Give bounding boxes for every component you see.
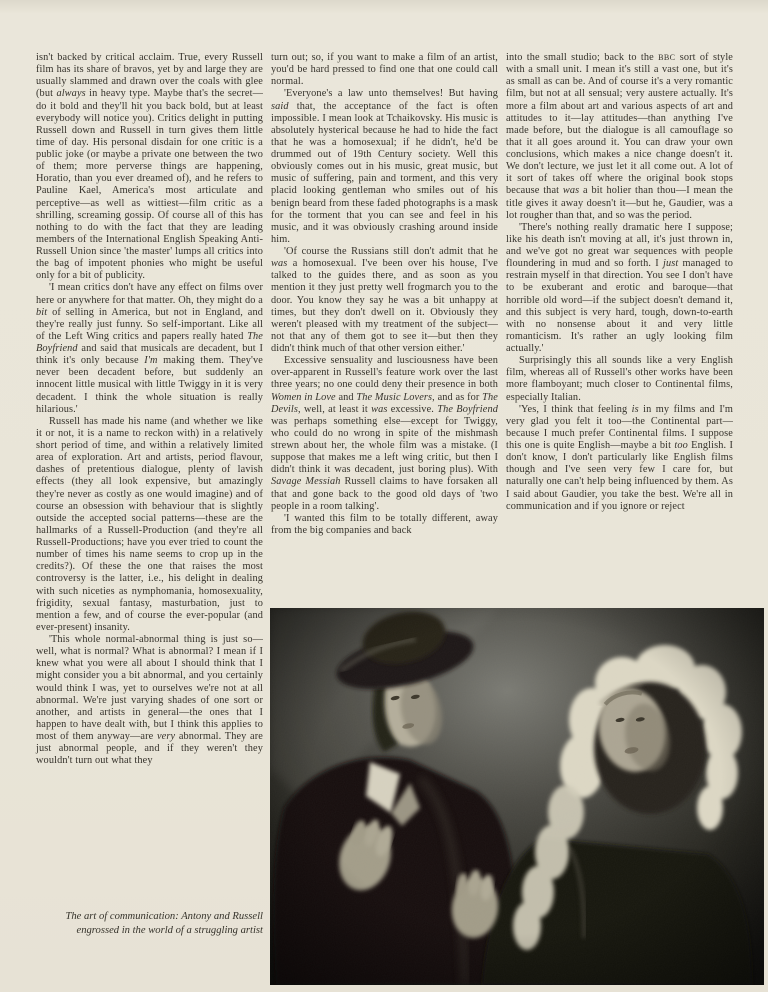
paragraph: isn't backed by critical acclaim. True, every Russell film has its share of bravos, yet by and large they are usually slammed and drawn over the coals with glee (but always in heavy type. Maybe that's the secret—do it bold and they'll hit you back bold, but at least everybody will notice you). Critics delight in putting Russell down and Russell in turn gives them little time of day. His personal disdain for one critic is a public joke (or maybe a private one between the two of them; more perverse things are happening, Horatio, than you ever dreamed of), and he refers to Pauline Kael, America's most articulate and perceptive—as well as wittiest—film critic as a shrilling, screaming gossip. Of course all of this has nothing to do with the fact that they are leading members of the International English Speaking Anti-Russell Union since 'the master' lumps all critics into the bag of impotent phonies who might be useful only for a bit of publicity.: [36, 52, 263, 282]
paragraph: 'I mean critics don't have any effect on films over here or anywhere for that matter. Oh, they might do a bit of selling in America, but not in England, and they're really just funny. So self-important. Like all of the Left Wing critics and papers really hated The Boyfriend and said that musicals are decadent, but I think it's only because I'm making them. They've never been decadent before, but suddenly an innocent little musical with little Twiggy in it is very decadent. I think the whole situation is really hilarious.': [36, 282, 263, 415]
article-column-1: [36, 52, 263, 767]
paragraph: turn out; so, if you want to make a film of an artist, you'd be hard pressed to find one that one could call normal.: [271, 52, 498, 88]
photo-illustration: [270, 608, 764, 985]
paragraph: Surprisingly this all sounds like a very English film, whereas all of Russell's other works have been more flamboyant; much closer to Continental films, especially Italian.: [506, 355, 733, 403]
paragraph: 'Everyone's a law unto themselves! But having said that, the acceptance of the fact is often impossible. I mean look at Tchaikovsky. His music is absolutely hysterical because he had to hide the fact that he was a homosexual; if he didn't, he'd be drummed out of 19th Century society. Well this obviously comes out in his music, great music, but music of suffering, pain and torment, and this very placid looking gentleman who smiles out of his benign beard from these faded photographs is a mask for the torment that you can see and feel in his music, and it was obviously crashing around inside him.: [271, 88, 498, 245]
article-column-3: [506, 52, 733, 513]
paragraph: into the small studio; back to the BBC sort of style with a small unit. I mean it's still a vast one, but it's as small as can be. And of course it's a very romantic film, but not at all sensual; very austere actually. It's more a film about art and various aspects of art and attitudes to it—lay attitudes—than anything I've made before, but the dialogue is all camouflage so that it all goes around it. You can draw your own conclusions, which makes a nice change doesn't it. We don't lecture, we just let it all come out. A lot of it sort of takes off where the original book stops because that was a bit holier than thou—I mean the title gives it away doesn't it—but he, Gaudier, was a lot rougher than that, and so was the period.: [506, 52, 734, 221]
paragraph: 'Yes, I think that feeling is in my films and I'm very glad you felt it too—the Continental part—because I much prefer Continental films. I suppose this one is quite English—maybe a bit too English. I don't know, I don't particularly like English films though and I've seen very few I care for, but naturally one can't help being influenced by them. As I said about Gaudier, you take the best. We're all in communication and if you ignore or reject: [506, 403, 733, 512]
paragraph: 'I wanted this film to be totally different, away from the big companies and back: [271, 512, 498, 536]
paragraph: 'This whole normal-abnormal thing is just so—well, what is normal? What is abnormal? I mean if I knew what you were all about I should think that I might consider you a bit abnormal, and you certainly would think I was, yet to ourselves we're not at all abnormal. We're just varying shades of one sort or another, and artists in general—the ones that I happen to have dealt with, but I think this applies to most of them anyway—are very abnormal. They are just abnormal people, and if they weren't they wouldn't turn out what they: [36, 634, 263, 767]
photo-caption: The art of communication: Antony and Russell engrossed in the world of a struggling artist: [65, 911, 263, 937]
article-column-2: [271, 52, 498, 537]
photo-antony-and-russell: [270, 608, 764, 985]
paragraph: Russell has made his name (and whether we like it or not, it is a name to reckon with) in a relatively short period of time, and within a relatively limited area of exploration. Art and artists, period flavour, dashes of pretentious dialogue, plenty of lavish effects (they all look expensive, but amazingly they're never as costly as one would imagine) and of course an obsession with behaviour that is slightly outside the accepted social patterns—these are the hallmarks of a Russell-Production (and they're all Russell-Productions; have you ever tried to count the number of times his name seems to crop up in the credits?). Of these the one that raises the most controversy is the latter, i.e., his delight in dealing with such niceties as nymphomania, homosexuality, frigidity, sexual fantasy, masturbation, just to mention a few, and of course the ever-popular (and ever-present) insanity.: [36, 415, 263, 633]
paragraph: 'Of course the Russians still don't admit that he was a homosexual. I've been over his house, I've talked to the guides there, and as soon as you mention it they just pretty well frogmarch you to the door. You know they say he was a bit unhappy at times, but they don't dwell on it. Obviously they weren't pleased with my treatment of the subject—not that any of them got to see it—but then they didn't think much of that other version either.': [271, 246, 498, 354]
paragraph: Excessive sensuality and lusciousness have been over-apparent in Russell's feature work over the last three years; no one could deny their presence in both Women in Love and The Music Lovers, and as for The Devils, well, at least it was excessive. The Boyfriend was perhaps something else—except for Twiggy, who could do no wrong in spite of the mishmash strewn about her, the whole film was a mistake. (I suppose that makes me a left wing critic, but then I didn't think it was decadent, just boring plus). With Savage Messiah Russell claims to have forsaken all that and gone back to the good old days of 'two people in a room talking'.: [271, 355, 498, 512]
paragraph: 'There's nothing really dramatic here I suppose; like his death isn't moving at all, it's just thrown in, and we've got no great war sequences with people floundering in mud and so forth. I just managed to restrain myself in that direction. You see I don't have to be exuberant and erotic and baroque—that horrible old word—if the subject doesn't demand it, and this subject is very hard, tough, down-to-earth with no nonsense about it and very little romanticism. It's rather an ugly looking film actually.': [506, 221, 733, 354]
